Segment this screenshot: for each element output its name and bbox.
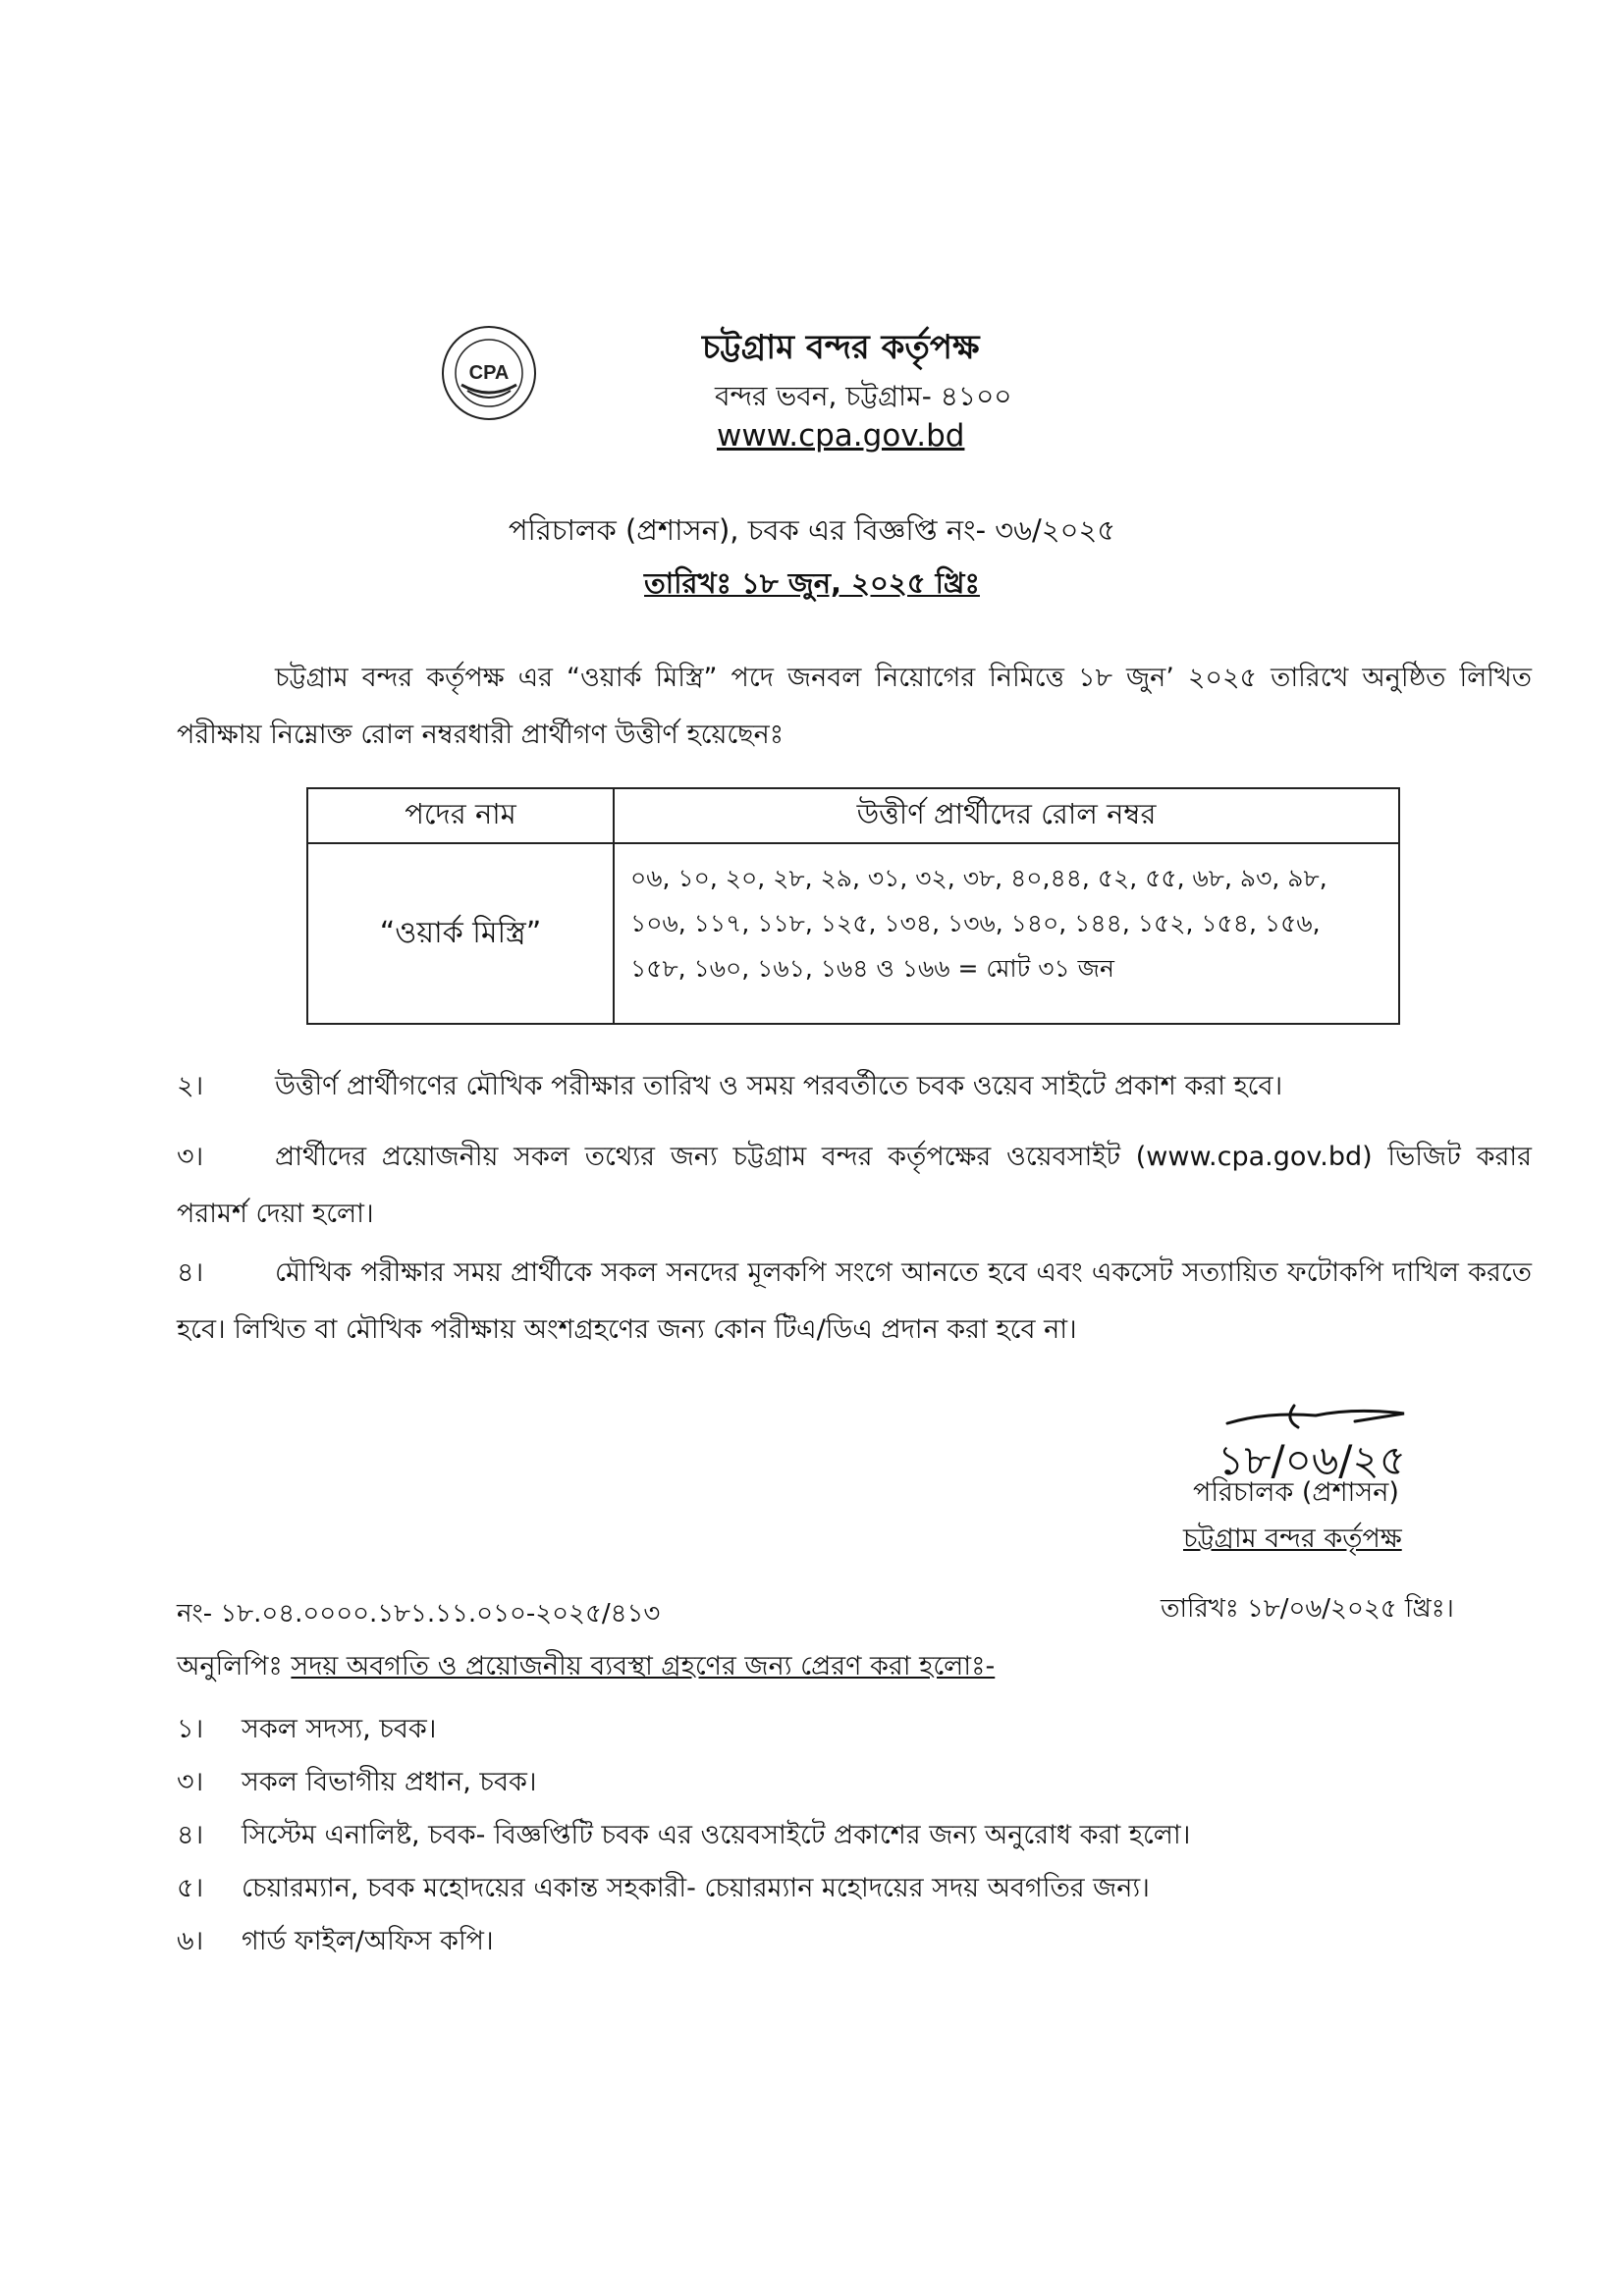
memo-date: তারিখঃ ১৮/০৬/২০২৫ খ্রিঃ।	[1161, 1594, 1454, 1624]
table-header-rolls: উত্তীর্ণ প্রার্থীদের রোল নম্বর	[614, 788, 1399, 843]
result-table	[306, 787, 1400, 1025]
point-number: ২।	[177, 1071, 204, 1101]
cc-label: অনুলিপিঃ	[177, 1651, 283, 1682]
cc-item-number: ৫।	[177, 1873, 204, 1903]
organization-name: চট্টগ্রাম বন্দর কর্তৃপক্ষ	[702, 328, 980, 367]
point-item	[177, 1245, 1532, 1359]
cc-item-number: ১।	[177, 1714, 204, 1744]
cc-item-text: চেয়ারম্যান, চবক মহোদয়ের একান্ত সহকারী- চেয়ারম্যান মহোদয়ের সদয় অবগতির জন্য।	[242, 1873, 1150, 1903]
point-item	[177, 1129, 1532, 1243]
organization-address: বন্দর ভবন, চট্টগ্রাম- ৪১০০	[715, 380, 1012, 412]
cc-item-text: সিস্টেম এনালিষ্ট, চবক- বিজ্ঞপ্তিটি চবক এর ওয়েবসাইটে প্রকাশের জন্য অনুরোধ করা হলো।	[242, 1820, 1191, 1850]
point-number: ৪।	[177, 1257, 204, 1288]
point-text: প্রার্থীদের প্রয়োজনীয় সকল তথ্যের জন্য চট্টগ্রাম বন্দর কর্তৃপক্ষের ওয়েবসাইট (www.cpa.gov.bd) ভিজিট করার পরামর্শ দেয়া হলো।	[177, 1142, 1532, 1229]
point-item	[177, 1058, 1532, 1115]
list-item	[177, 1756, 1190, 1809]
list-item	[177, 1862, 1190, 1915]
cc-item-number: ৩।	[177, 1767, 204, 1797]
list-item	[177, 1915, 1190, 1968]
point-number: ৩।	[177, 1142, 204, 1172]
signature-date: ১৮/০৬/২৫	[1218, 1436, 1406, 1484]
point-text: উত্তীর্ণ প্রার্থীগণের মৌখিক পরীক্ষার তারিখ ও সময় পরবর্তীতে চবক ওয়েব সাইটে প্রকাশ করা হবে।	[275, 1071, 1283, 1101]
organization-website[interactable]: www.cpa.gov.bd	[717, 418, 965, 454]
roll-numbers-cell: ০৬, ১০, ২০, ২৮, ২৯, ৩১, ৩২, ৩৮, ৪০,৪৪, ৫২, ৫৫, ৬৮, ৯৩, ৯৮, ১০৬, ১১৭, ১১৮, ১২৫, ১৩৪, ১৩৬, ১৪০, ১৪৪, ১৫২, ১৫৪, ১৫৬, ১৫৮, ১৬০, ১৬১, ১৬৪ ও ১৬৬ = মোট ৩১ জন	[614, 843, 1399, 1024]
cc-heading	[177, 1646, 995, 1690]
list-item	[177, 1809, 1190, 1862]
intro-text: চট্টগ্রাম বন্দর কর্তৃপক্ষ এর “ওয়ার্ক মিস্ত্রি” পদে জনবল নিয়োগের নিমিত্তে ১৮ জুন’ ২০২৫ তারিখে অনুষ্ঠিত লিখিত পরীক্ষায় নিম্নোক্ত রোল নম্বরধারী প্রার্থীগণ উত্তীর্ণ হয়েছেনঃ	[177, 663, 1532, 750]
table-header-row	[307, 788, 1399, 843]
signatory-designation: পরিচালক (প্রশাসন)	[1193, 1477, 1399, 1508]
point-text: মৌখিক পরীক্ষার সময় প্রার্থীকে সকল সনদের মূলকপি সংগে আনতে হবে এবং একসেট সত্যায়িত ফটোকপি দাখিল করতে হবে। লিখিত বা মৌখিক পরীক্ষায় অংশগ্রহণের জন্য কোন টিএ/ডিএ প্রদান করা হবে না।	[177, 1257, 1532, 1345]
cc-item-text: সকল বিভাগীয় প্রধান, চবক।	[242, 1767, 537, 1797]
signatory-organization: চট্টগ্রাম বন্দর কর্তৃপক্ষ	[1183, 1523, 1402, 1554]
logo-text: CPA	[468, 362, 510, 384]
cc-item-text: গার্ড ফাইল/অফিস কপি।	[242, 1926, 494, 1956]
post-name-cell: “ওয়ার্ক মিস্ত্রি”	[307, 843, 614, 1024]
notice-date: তারিখঃ ১৮ জুন, ২০২৫ খ্রিঃ	[644, 566, 980, 600]
list-item	[177, 1703, 1190, 1756]
cc-item-number: ৪।	[177, 1820, 204, 1850]
intro-paragraph	[177, 650, 1532, 764]
table-row	[307, 843, 1399, 1024]
cc-item-number: ৬।	[177, 1926, 204, 1956]
cpa-seal-icon	[440, 324, 538, 422]
cc-item-text: সকল সদস্য, চবক।	[242, 1714, 437, 1744]
cc-list	[177, 1703, 1190, 1968]
table-header-post: পদের নাম	[307, 788, 614, 843]
cc-heading-text: সদয় অবগতি ও প্রয়োজনীয় ব্যবস্থা গ্রহণের জন্য প্রেরণ করা হলোঃ-	[291, 1651, 996, 1682]
notice-number: পরিচালক (প্রশাসন), চবক এর বিজ্ঞপ্তি নং- ৩৬/২০২৫	[508, 513, 1116, 547]
memo-number: নং- ১৮.০৪.০০০০.১৮১.১১.০১০-২০২৫/৪১৩	[177, 1599, 661, 1629]
